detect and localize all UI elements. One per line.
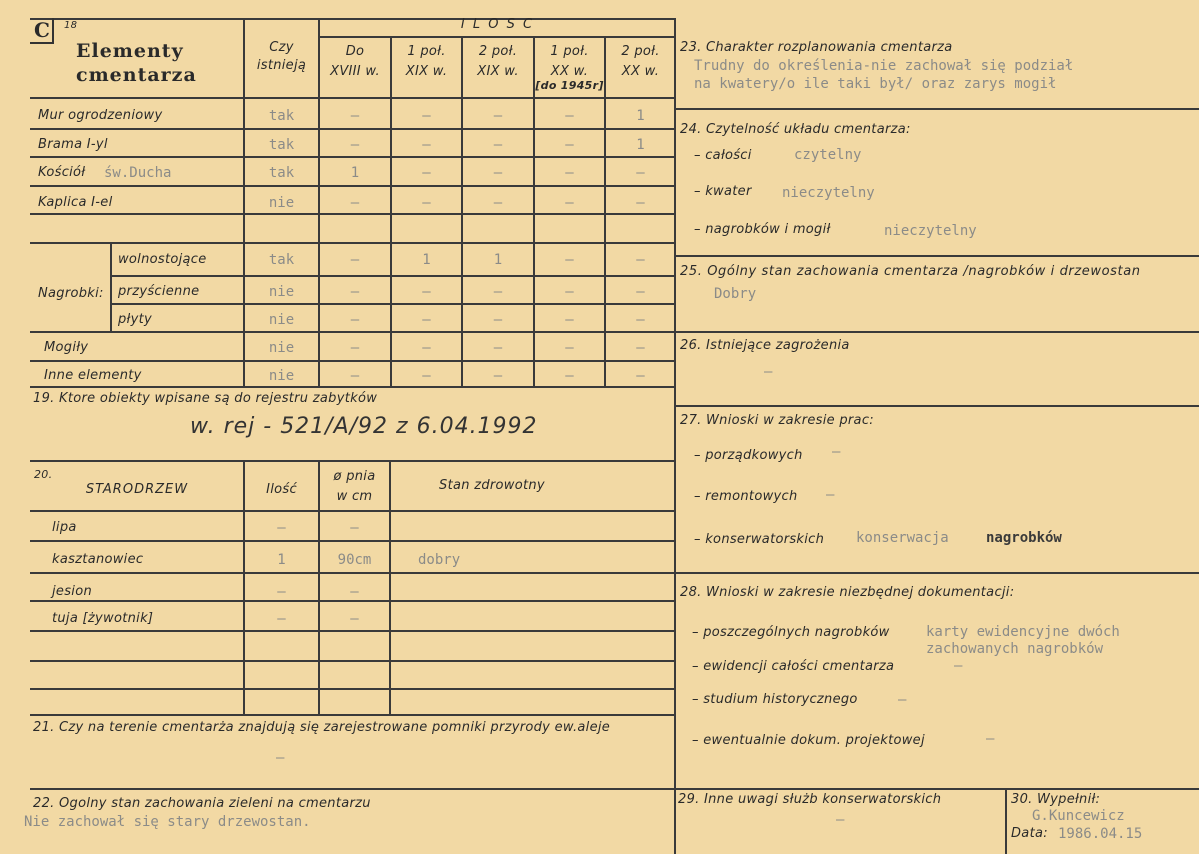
element-val-3-1: 1 — [350, 165, 360, 181]
q29-answer: – — [836, 812, 845, 828]
q20-col-diam-1: ø pnia — [333, 469, 376, 484]
element2-exists-2: nie — [268, 368, 295, 384]
element-val-3-5: – — [636, 165, 645, 181]
q22-answer: Nie zachował się stary drzewostan. — [24, 814, 311, 830]
q24-item-3-value: nieczytelny — [884, 223, 977, 239]
q28-item-1-label: – poszczególnych nagrobków — [692, 625, 890, 640]
q30-label: 30. Wypełnił: — [1011, 792, 1101, 807]
q24-label: 24. Czytelność układu cmentarza: — [680, 122, 911, 137]
tree-name-4: tuja [żywotnik] — [52, 611, 154, 626]
nagrobki-val-1-1: – — [350, 252, 360, 268]
tree-diam-3: – — [350, 584, 359, 600]
col-exists-2: istnieją — [256, 58, 307, 73]
section-number: 18 — [64, 20, 78, 31]
tree-diam-2: 90cm — [337, 552, 372, 568]
tree-name-3: jesion — [52, 584, 92, 599]
q30-date-label: Data: — [1011, 826, 1048, 841]
element-exists-2: tak — [268, 137, 295, 153]
q20-col-qty: Ilość — [266, 482, 297, 497]
tree-qty-2: 1 — [277, 552, 286, 568]
element-val-2-2: – — [422, 137, 431, 153]
q27-label: 27. Wnioski w zakresie prac: — [680, 413, 874, 428]
period-header-5-l2: XX w. — [621, 64, 660, 79]
period-header-4-l3: [do 1945r] — [535, 79, 604, 92]
q21-label: 21. Czy na terenie cmentarża znajdują się zarejestrowane pomniki przyrody ew.aleje — [33, 720, 611, 735]
nagrobki-label-2: przyścienne — [118, 284, 200, 299]
element-val-4-5: – — [636, 195, 645, 211]
q28-item-1-value2: zachowanych nagrobków — [926, 641, 1104, 657]
nagrobki-val-1-5: – — [636, 252, 645, 268]
tree-name-1: lipa — [52, 520, 77, 535]
element-label-2: Brama I-yl — [38, 137, 108, 152]
q24-item-1-value: czytelny — [794, 147, 862, 163]
period-header-1-l1: Do — [345, 44, 365, 59]
q28-item-3-label: – studium historycznego — [692, 692, 858, 707]
period-header-2-l2: XIX w. — [405, 64, 448, 79]
q28-item-4-value: – — [986, 731, 995, 747]
nagrobki-val-2-4: – — [565, 284, 574, 300]
nagrobki-val-1-2: 1 — [422, 252, 431, 268]
section-letter: C — [34, 18, 51, 42]
element2-val-1-1: – — [350, 340, 360, 356]
element-exists-1: tak — [268, 108, 295, 124]
element-val-2-4: – — [565, 137, 574, 153]
q20-number: 20. — [34, 468, 53, 481]
element2-label-1: Mogiły — [44, 340, 89, 355]
ilosc-heading: I L O S C — [460, 17, 535, 32]
q28-label: 28. Wnioski w zakresie niezbędnej dokumentacji: — [680, 585, 1015, 600]
q20-title: STARODRZEW — [85, 482, 189, 497]
element-val-3-2: – — [422, 165, 431, 181]
nagrobki-val-3-1: – — [350, 312, 360, 328]
q26-label: 26. Istniejące zagrożenia — [680, 338, 850, 353]
element-val-4-4: – — [565, 195, 574, 211]
element-val-1-1: – — [350, 108, 360, 124]
section-title-1: Elementy — [76, 40, 184, 62]
nagrobki-val-2-1: – — [350, 284, 360, 300]
element2-val-2-2: – — [422, 368, 431, 384]
element-val-4-1: – — [350, 195, 360, 211]
q21-answer: – — [276, 750, 285, 766]
tree-health-2: dobry — [418, 552, 461, 568]
q24-item-3-label: – nagrobków i mogił — [694, 222, 831, 237]
tree-name-2: kasztanowiec — [52, 552, 144, 567]
q22-label: 22. Ogolny stan zachowania zieleni na cmentarzu — [33, 796, 371, 811]
q28-item-2-label: – ewidencji całości cmentarza — [692, 659, 895, 674]
q25-label: 25. Ogólny stan zachowania cmentarza /nagrobków i drzewostan — [680, 264, 1141, 279]
tree-qty-4: – — [277, 611, 286, 627]
element-val-3-3: – — [493, 165, 503, 181]
element-label-3: Kościół — [38, 165, 86, 180]
element2-val-2-5: – — [636, 368, 645, 384]
tree-diam-4: – — [350, 611, 359, 627]
tree-qty-3: – — [277, 584, 286, 600]
period-header-4-l1: 1 poł. — [550, 44, 589, 59]
q28-item-4-label: – ewentualnie dokum. projektowej — [692, 733, 925, 748]
nagrobki-label: Nagrobki: — [38, 286, 104, 301]
period-header-3-l1: 2 poł. — [478, 44, 518, 59]
q27-item-1-label: – porządkowych — [694, 448, 803, 463]
element-extra-3: św.Ducha — [104, 165, 172, 181]
nagrobki-val-1-3: 1 — [493, 252, 503, 268]
q30-name: G.Kuncewicz — [1032, 808, 1125, 824]
element-val-4-3: – — [493, 195, 503, 211]
q25-answer: Dobry — [714, 286, 757, 302]
element2-val-2-1: – — [350, 368, 360, 384]
q28-item-3-value: – — [898, 692, 907, 708]
element-val-3-4: – — [565, 165, 574, 181]
period-header-3-l2: XIX w. — [477, 64, 519, 79]
nagrobki-val-3-2: – — [422, 312, 431, 328]
q20-col-diam-2: w cm — [336, 489, 373, 504]
period-header-5-l1: 2 poł. — [621, 44, 660, 59]
q19-handwritten: w. rej - 521/A/92 z 6.04.1992 — [190, 414, 538, 439]
element-label-1: Mur ogrodzeniowy — [38, 108, 163, 123]
q24-item-2-value: nieczytelny — [782, 185, 875, 201]
nagrobki-label-3: płyty — [118, 312, 152, 327]
tree-diam-1: – — [350, 520, 359, 536]
nagrobki-val-3-3: – — [493, 312, 503, 328]
q28-item-2-value: – — [954, 658, 963, 674]
nagrobki-val-2-5: – — [636, 284, 645, 300]
element2-val-1-4: – — [565, 340, 574, 356]
nagrobki-val-3-4: – — [565, 312, 574, 328]
element2-val-1-3: – — [493, 340, 503, 356]
nagrobki-label-1: wolnostojące — [118, 252, 207, 267]
element2-label-2: Inne elementy — [44, 368, 142, 383]
q27-item-1-value: – — [832, 444, 841, 460]
element-val-4-2: – — [422, 195, 431, 211]
element-exists-3: tak — [268, 165, 295, 181]
element-val-2-3: – — [493, 137, 503, 153]
nagrobki-val-3-5: – — [636, 312, 645, 328]
element-val-1-2: – — [422, 108, 431, 124]
nagrobki-val-2-3: – — [493, 284, 503, 300]
q27-item-3-value2: nagrobków — [986, 530, 1062, 546]
element2-exists-1: nie — [268, 340, 295, 356]
q27-item-3-label: – konserwatorskich — [694, 532, 825, 547]
element-val-2-1: – — [350, 137, 360, 153]
element-exists-4: nie — [268, 195, 295, 211]
q30-date: 1986.04.15 — [1058, 826, 1143, 842]
q28-item-1-value: karty ewidencyjne dwóch — [926, 624, 1120, 640]
q26-answer: – — [764, 364, 773, 380]
q23-line1: Trudny do określenia-nie zachował się podział — [694, 58, 1074, 74]
q29-label: 29. Inne uwagi służb konserwatorskich — [678, 792, 942, 807]
element-val-1-3: – — [493, 108, 503, 124]
period-header-2-l1: 1 poł. — [407, 44, 446, 59]
section-title-2: cmentarza — [76, 64, 197, 86]
q27-item-2-value: – — [826, 487, 835, 503]
q23-label: 23. Charakter rozplanowania cmentarza — [680, 40, 953, 55]
q19-label: 19. Ktore obiekty wpisane są do rejestru zabytków — [33, 391, 378, 406]
element2-val-1-5: – — [636, 340, 645, 356]
col-exists-1: Czy — [269, 40, 294, 55]
element2-val-1-2: – — [422, 340, 431, 356]
period-header-4-l2: XX w. — [550, 64, 589, 79]
q23-line2: na kwatery/o ile taki był/ oraz zarys mogił — [694, 76, 1057, 92]
nagrobki-exists-1: tak — [268, 252, 295, 268]
q27-item-3-value: konserwacja — [856, 530, 949, 546]
nagrobki-exists-2: nie — [268, 284, 295, 300]
element-val-1-4: – — [565, 108, 574, 124]
element-val-1-5: 1 — [636, 108, 645, 124]
element-label-4: Kaplica I-el — [38, 195, 113, 210]
period-header-1-l2: XVIII w. — [330, 64, 380, 79]
nagrobki-val-1-4: – — [565, 252, 574, 268]
tree-qty-1: – — [277, 520, 286, 536]
q27-item-2-label: – remontowych — [694, 489, 798, 504]
nagrobki-val-2-2: – — [422, 284, 431, 300]
q24-item-1-label: – całości — [694, 148, 752, 163]
q20-col-health: Stan zdrowotny — [439, 478, 545, 493]
q24-item-2-label: – kwater — [694, 184, 752, 199]
element2-val-2-3: – — [493, 368, 503, 384]
nagrobki-exists-3: nie — [268, 312, 295, 328]
element-val-2-5: 1 — [636, 137, 645, 153]
element2-val-2-4: – — [565, 368, 574, 384]
